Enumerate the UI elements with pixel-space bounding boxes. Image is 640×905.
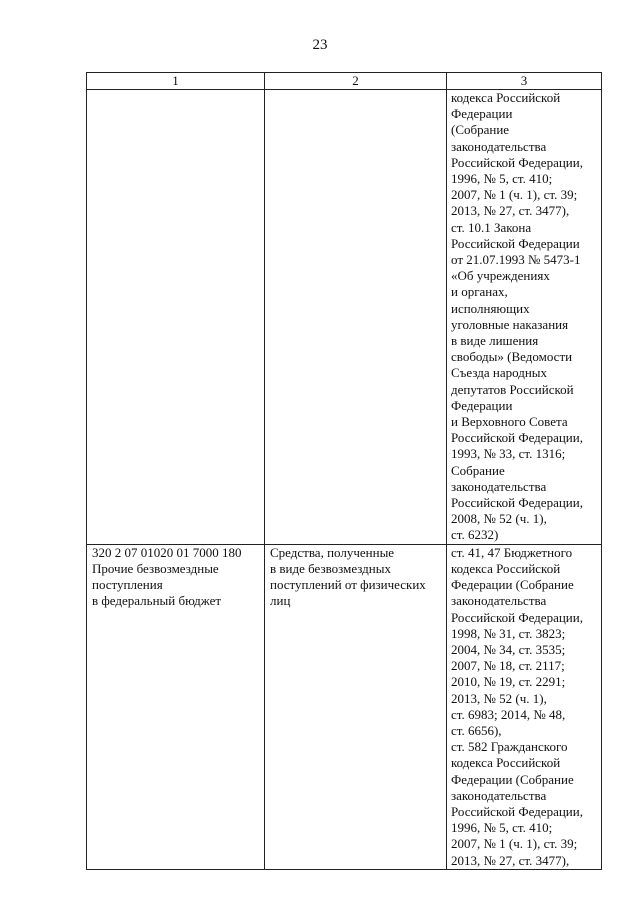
text-line: уголовные наказания (451, 316, 569, 332)
cell-text (87, 545, 264, 610)
text-line: поступления (92, 577, 163, 593)
text-line: депутатов Российской (451, 381, 574, 397)
text-line: ст. 582 Гражданского (451, 739, 568, 755)
text-line: законодательства (451, 478, 547, 494)
text-line: Российской Федерации, (451, 495, 583, 511)
text-line: ст. 6983; 2014, № 48, (451, 706, 566, 722)
text-line: кодекса Российской (451, 90, 561, 105)
cell-text (447, 90, 601, 544)
cell-text (447, 545, 601, 869)
text-line: 2010, № 19, ст. 2291; (451, 674, 566, 690)
text-line: и Верховного Совета (451, 414, 568, 430)
text-line: и органах, (451, 284, 508, 300)
table-cell-col1 (87, 544, 265, 869)
text-line: Российской Федерации (451, 235, 580, 251)
document-table (86, 72, 602, 870)
text-line: лиц (270, 593, 291, 609)
text-line: исполняющих (451, 300, 530, 316)
text-line: кодекса Российской (451, 560, 561, 576)
table-cell-col1 (87, 90, 265, 545)
text-line: Российской Федерации, (451, 430, 583, 446)
text-line: Российской Федерации, (451, 609, 583, 625)
table-cell-col3 (447, 544, 602, 869)
text-line: Федерации (451, 397, 513, 413)
table-cell-col3 (447, 90, 602, 545)
text-line: 1996, № 5, ст. 410; (451, 820, 553, 836)
column-header-2: 2 (265, 73, 447, 90)
page-number: 23 (312, 37, 328, 53)
text-line: 2007, № 1 (ч. 1), ст. 39; (451, 836, 578, 852)
text-line: кодекса Российской (451, 755, 561, 771)
text-line: законодательства (451, 787, 547, 803)
text-line: Федерации (451, 106, 513, 122)
cell-text (265, 545, 446, 610)
text-line: 1998, № 31, ст. 3823; (451, 625, 566, 641)
text-line: 2008, № 52 (ч. 1), (451, 511, 547, 527)
text-line: «Об учреждениях (451, 268, 550, 284)
text-line: Российской Федерации, (451, 803, 583, 819)
text-line: в федеральный бюджет (92, 593, 222, 609)
text-line: Средства, полученные (270, 544, 395, 560)
text-line: 2007, № 18, ст. 2117; (451, 658, 565, 674)
text-line: 2013, № 27, ст. 3477), (451, 852, 570, 868)
text-line: Прочие безвозмездные (92, 560, 219, 576)
text-line: в виде безвозмездных (270, 560, 391, 576)
text-line: ст. 41, 47 Бюджетного (451, 544, 573, 560)
text-line: законодательства (451, 138, 547, 154)
text-line: законодательства (451, 593, 547, 609)
table-cell-col2 (265, 90, 447, 545)
text-line: (Собрание (451, 122, 510, 138)
table-header-row (87, 73, 602, 90)
text-line: в виде лишения (451, 333, 539, 349)
column-header-3: 3 (447, 73, 602, 90)
text-line: 320 2 07 01020 01 7000 180 (92, 544, 242, 560)
text-line: 2013, № 52 (ч. 1), (451, 690, 547, 706)
table-cell-col2 (265, 544, 447, 869)
text-line: 2007, № 1 (ч. 1), ст. 39; (451, 187, 578, 203)
text-line: Российской Федерации, (451, 154, 583, 170)
text-line: 2004, № 34, ст. 3535; (451, 641, 566, 657)
text-line: Федерации (Собрание (451, 771, 574, 787)
text-line: поступлений от физических (270, 577, 426, 593)
table-row (87, 544, 602, 869)
text-line: Съезда народных (451, 365, 548, 381)
text-line: 2013, № 27, ст. 3477), (451, 203, 570, 219)
text-line: Федерации (Собрание (451, 577, 574, 593)
column-header-1: 1 (87, 73, 265, 90)
table-row (87, 90, 602, 545)
text-line: ст. 6232) (451, 527, 499, 543)
text-line: ст. 6656), (451, 722, 502, 738)
text-line: от 21.07.1993 № 5473-1 (451, 252, 581, 268)
text-line: 1996, № 5, ст. 410; (451, 171, 553, 187)
text-line: 1993, № 33, ст. 1316; (451, 446, 566, 462)
text-line: свободы» (Ведомости (451, 349, 573, 365)
text-line: Собрание (451, 462, 505, 478)
text-line: ст. 10.1 Закона (451, 219, 532, 235)
